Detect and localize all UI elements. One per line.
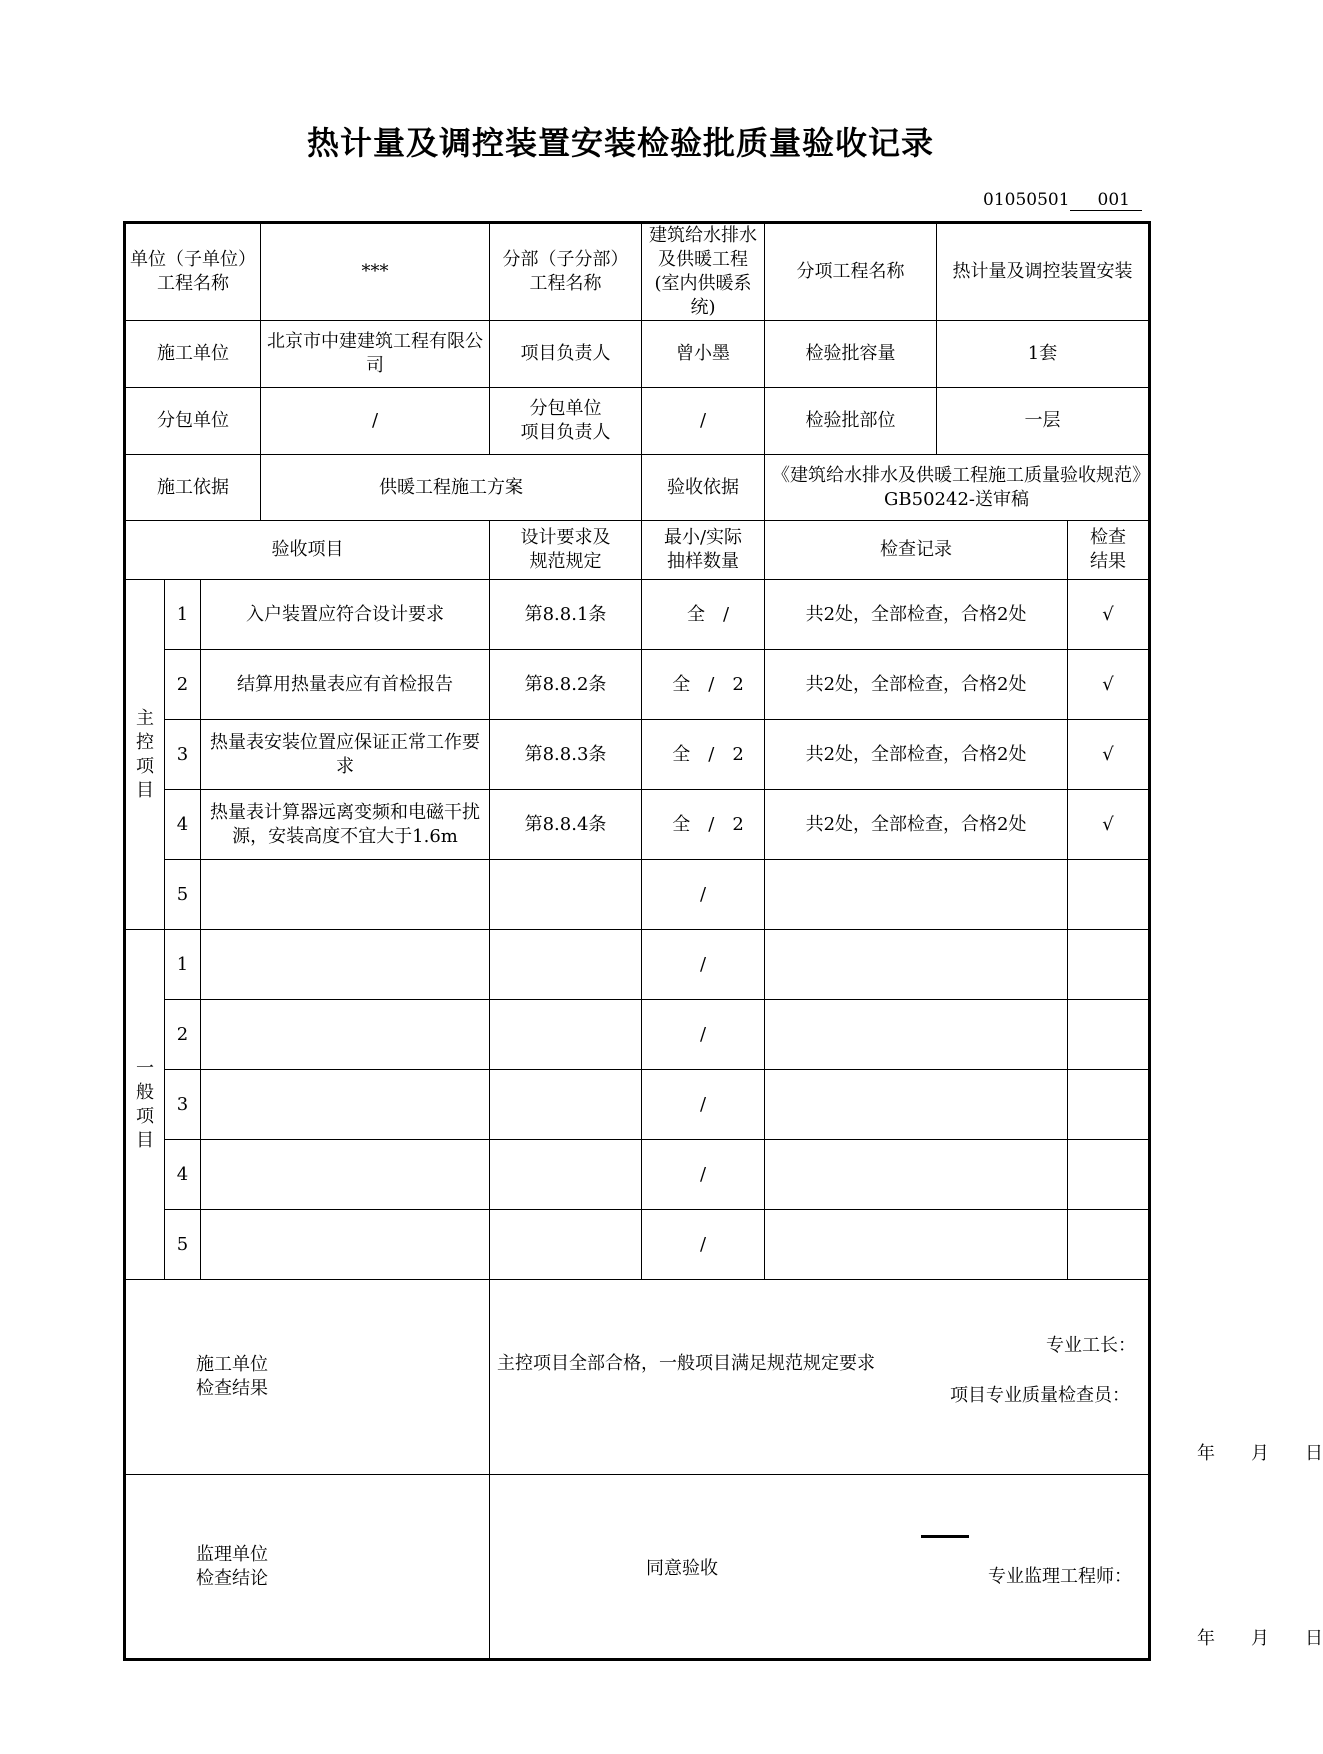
construction-basis-value: 供暖工程施工方案: [261, 455, 642, 521]
supervision-content: [490, 1475, 1323, 1660]
row-clause: [490, 930, 642, 1000]
table-row: [125, 930, 1150, 1000]
col-check-result: 检查 结果: [1068, 521, 1150, 580]
row-number: 2: [165, 650, 201, 720]
subdivision-label: 分部（子分部） 工程名称: [490, 223, 642, 321]
subcontractor-value: /: [261, 388, 490, 455]
supervision-text: 同意验收: [646, 1558, 719, 1579]
table-row: [125, 1000, 1150, 1070]
row-number: 3: [165, 720, 201, 790]
inspection-form-table: [123, 221, 1323, 1661]
supervision-row: [125, 1475, 1150, 1660]
row-clause: 第8.8.1条: [490, 580, 642, 650]
row-description: 热量表计算器远离变频和电磁干扰源，安装高度不宜大于1.6m: [201, 790, 490, 860]
sub-project-manager-label: 分包单位 项目负责人: [490, 388, 642, 455]
row-sample: 全 /: [642, 580, 765, 650]
subdivision-value: 建筑给水排水及供暖工程(室内供暖系统): [642, 223, 765, 321]
row-result: √: [1068, 790, 1150, 860]
header-row-4: [125, 455, 1150, 521]
project-manager-value: 曾小墨: [642, 321, 765, 388]
row-result: [1068, 860, 1150, 930]
contractor-check-date: 年 月 日: [1197, 1443, 1323, 1464]
contractor-check-content: [490, 1280, 1323, 1475]
header-row-1: [125, 223, 1150, 321]
batch-capacity-label: 检验批容量: [765, 321, 937, 388]
acceptance-basis-value: 《建筑给水排水及供暖工程施工质量验收规范》GB50242-送审稿: [765, 455, 1150, 521]
supervision-engineer-signature-label: 专业监理工程师：: [988, 1566, 1133, 1587]
col-acceptance-item: 验收项目: [125, 521, 490, 580]
contractor-check-text: 主控项目全部合格，一般项目满足规范规定要求: [497, 1353, 876, 1374]
row-description: [201, 1070, 490, 1140]
row-description: 入户装置应符合设计要求: [201, 580, 490, 650]
row-record: [765, 1000, 1068, 1070]
row-result: [1068, 1210, 1150, 1280]
row-sample: /: [642, 1000, 765, 1070]
row-description: [201, 1210, 490, 1280]
row-result: [1068, 1140, 1150, 1210]
table-row: [125, 1070, 1150, 1140]
subcontractor-label: 分包单位: [125, 388, 261, 455]
row-result: [1068, 930, 1150, 1000]
row-result: [1068, 1000, 1150, 1070]
row-number: 1: [165, 580, 201, 650]
contractor-check-label: 施工单位 检查结果: [125, 1280, 490, 1475]
sub-project-manager-value: /: [642, 388, 765, 455]
batch-capacity-value: 1套: [937, 321, 1150, 388]
row-record: 共2处，全部检查，合格2处: [765, 720, 1068, 790]
table-row: [125, 720, 1150, 790]
header-row-3: [125, 388, 1150, 455]
row-sample: /: [642, 1210, 765, 1280]
item-name-value: 热计量及调控装置安装: [937, 223, 1150, 321]
col-check-record: 检查记录: [765, 521, 1068, 580]
row-result: [1068, 1070, 1150, 1140]
document-number-prefix: 01050501: [983, 190, 1070, 210]
row-number: 5: [165, 1210, 201, 1280]
row-sample: 全 / 2: [642, 720, 765, 790]
project-manager-label: 项目负责人: [490, 321, 642, 388]
row-clause: [490, 1140, 642, 1210]
row-description: [201, 1140, 490, 1210]
row-sample: /: [642, 1140, 765, 1210]
row-sample: 全 / 2: [642, 790, 765, 860]
quality-inspector-signature-label: 项目专业质量检查员：: [950, 1385, 1131, 1406]
row-sample: /: [642, 930, 765, 1000]
row-clause: 第8.8.3条: [490, 720, 642, 790]
supervision-label: 监理单位 检查结论: [125, 1475, 490, 1660]
row-description: [201, 1000, 490, 1070]
row-clause: 第8.8.4条: [490, 790, 642, 860]
row-record: 共2处，全部检查，合格2处: [765, 650, 1068, 720]
acceptance-basis-label: 验收依据: [642, 455, 765, 521]
row-description: [201, 930, 490, 1000]
main-control-label: 主 控 项 目: [125, 580, 165, 930]
table-row: [125, 790, 1150, 860]
unit-name-label: 单位（子单位） 工程名称: [125, 223, 261, 321]
row-record: [765, 1140, 1068, 1210]
row-record: 共2处，全部检查，合格2处: [765, 580, 1068, 650]
document-number: [983, 190, 1142, 211]
row-result: √: [1068, 580, 1150, 650]
row-number: 4: [165, 790, 201, 860]
item-name-label: 分项工程名称: [765, 223, 937, 321]
col-design-requirement: 设计要求及 规范规定: [490, 521, 642, 580]
col-sample-quantity: 最小/实际 抽样数量: [642, 521, 765, 580]
row-clause: [490, 1070, 642, 1140]
row-sample: /: [642, 860, 765, 930]
row-sample: /: [642, 1070, 765, 1140]
row-number: 4: [165, 1140, 201, 1210]
table-row: [125, 1140, 1150, 1210]
row-description: [201, 860, 490, 930]
header-row-2: [125, 321, 1150, 388]
construction-basis-label: 施工依据: [125, 455, 261, 521]
row-number: 1: [165, 930, 201, 1000]
supervision-date: 年 月 日: [1197, 1628, 1323, 1649]
row-clause: 第8.8.2条: [490, 650, 642, 720]
row-clause: [490, 1000, 642, 1070]
contractor-label: 施工单位: [125, 321, 261, 388]
table-row: [125, 580, 1150, 650]
table-row: [125, 1210, 1150, 1280]
document-number-seq: 001: [1070, 190, 1142, 211]
contractor-check-row: [125, 1280, 1150, 1475]
row-sample: 全 / 2: [642, 650, 765, 720]
page-title: 热计量及调控装置安装检验批质量验收记录: [306, 124, 934, 162]
row-number: 3: [165, 1070, 201, 1140]
row-number: 2: [165, 1000, 201, 1070]
row-result: √: [1068, 650, 1150, 720]
row-result: √: [1068, 720, 1150, 790]
table-row: [125, 860, 1150, 930]
row-description: 结算用热量表应有首检报告: [201, 650, 490, 720]
column-header-row: [125, 521, 1150, 580]
separator-dash: [921, 1535, 969, 1538]
table-row: [125, 650, 1150, 720]
row-number: 5: [165, 860, 201, 930]
row-record: [765, 930, 1068, 1000]
row-record: [765, 1070, 1068, 1140]
row-record: [765, 1210, 1068, 1280]
row-record: [765, 860, 1068, 930]
batch-location-value: 一层: [937, 388, 1150, 455]
batch-location-label: 检验批部位: [765, 388, 937, 455]
foreman-signature-label: 专业工长：: [1046, 1335, 1137, 1356]
contractor-value: 北京市中建建筑工程有限公司: [261, 321, 490, 388]
unit-name-value: ***: [261, 223, 490, 321]
row-record: 共2处，全部检查，合格2处: [765, 790, 1068, 860]
row-clause: [490, 860, 642, 930]
row-clause: [490, 1210, 642, 1280]
row-description: 热量表安装位置应保证正常工作要求: [201, 720, 490, 790]
general-items-label: 一 般 项 目: [125, 930, 165, 1280]
